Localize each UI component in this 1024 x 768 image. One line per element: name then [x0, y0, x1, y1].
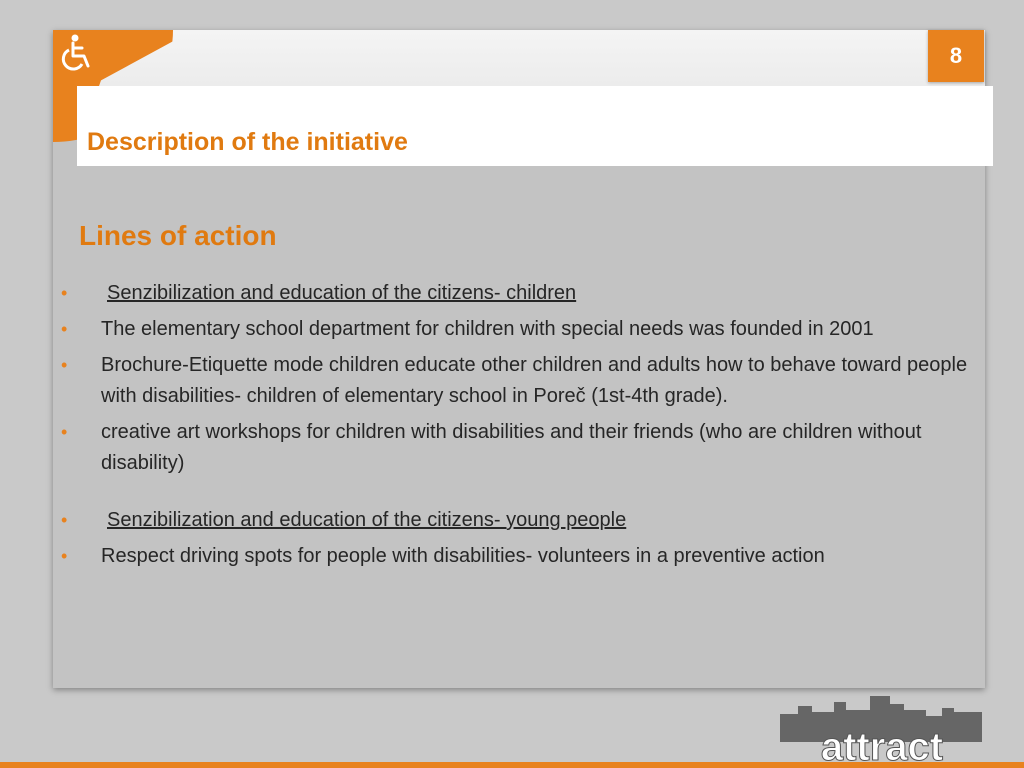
bullet-text: The elementary school department for children with special needs was founded in 2001: [101, 318, 874, 340]
wheelchair-icon: [58, 34, 92, 74]
page-number-badge: 8: [928, 30, 984, 82]
bullet-item: [53, 505, 983, 536]
bullet-item: [53, 541, 983, 572]
bullet-list: [53, 278, 983, 577]
section-subtitle: Lines of action: [79, 220, 277, 251]
bullet-marker: •: [61, 355, 68, 375]
bullet-text: Respect driving spots for people with disabilities- volunteers in a preventive action: [101, 545, 825, 567]
bullet-marker: •: [61, 546, 68, 566]
logo-text: attract: [820, 725, 944, 762]
bullet-marker: •: [61, 510, 68, 530]
bullet-marker: •: [61, 319, 68, 339]
bullet-text: Senzibilization and education of the citizens- children: [107, 282, 577, 304]
bottom-accent-line: [0, 762, 1024, 768]
bullet-item: [53, 278, 983, 309]
bullet-item: [53, 417, 983, 479]
bullet-text: Senzibilization and education of the citizens- young people: [107, 509, 627, 531]
title-box: [77, 86, 993, 166]
slide-title: Description of the initiative: [87, 128, 408, 156]
attract-logo: [776, 694, 988, 762]
bullet-item: [53, 350, 983, 412]
bullet-text: creative art workshops for children with disabilities and their friends (who are children without disability): [101, 421, 922, 474]
bullet-text: Brochure-Etiquette mode children educate other children and adults how to behave toward people with disabilities- children of elementary school in Poreč (1st-4th grade).: [101, 354, 968, 407]
slide: [53, 30, 985, 688]
bullet-marker: •: [61, 283, 68, 303]
bullet-item: [53, 314, 983, 345]
bullet-marker: •: [61, 422, 68, 442]
header-bar: [53, 30, 985, 86]
